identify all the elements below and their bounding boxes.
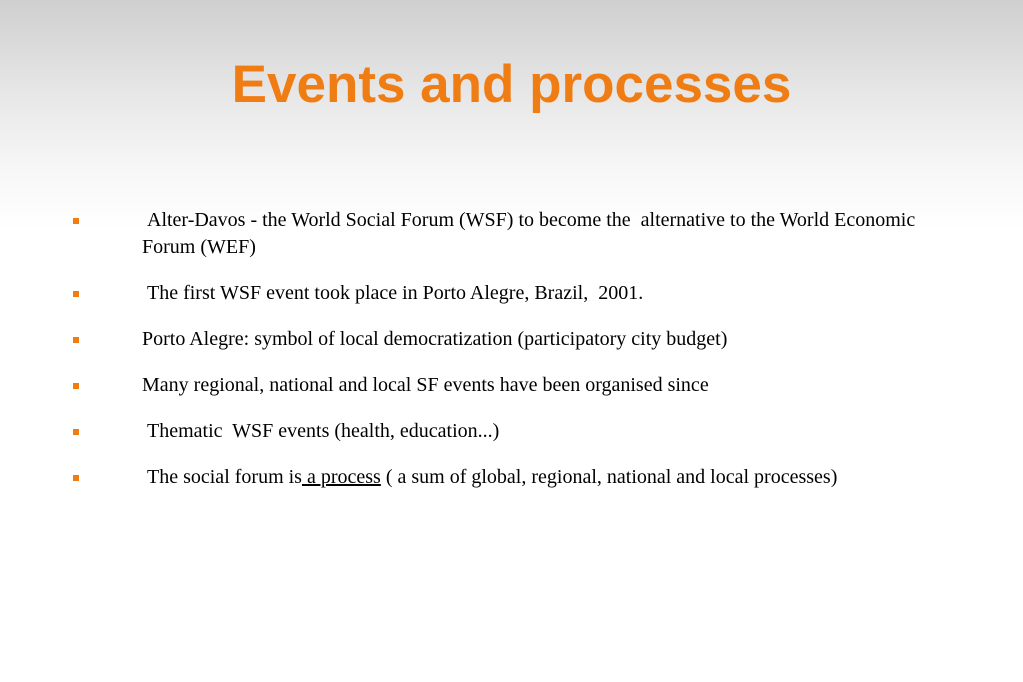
bullet-text: Alter-Davos - the World Social Forum (WSF) to become the alternative to the World Economic Forum (WEF) [142, 209, 921, 258]
bullet-text: The first WSF event took place in Porto Alegre, Brazil, 2001. [142, 282, 644, 304]
bullet-text: Porto Alegre: symbol of local democratization (participatory city budget) [142, 328, 728, 350]
bullet-text: Many regional, national and local SF events have been organised since [142, 374, 709, 396]
bullet-item [0, 418, 1023, 445]
square-bullet-icon [73, 218, 79, 224]
bullet-item [0, 280, 1023, 307]
square-bullet-icon [73, 429, 79, 435]
bullet-text [142, 466, 837, 488]
square-bullet-icon [73, 291, 79, 297]
bullet-list [0, 207, 1023, 510]
bullet-text-after: ( a sum of global, regional, national and local processes) [380, 466, 838, 488]
bullet-item [0, 207, 1023, 261]
square-bullet-icon [73, 383, 79, 389]
square-bullet-icon [73, 337, 79, 343]
bullet-item [0, 464, 1023, 491]
underlined-phrase: a process [301, 466, 381, 488]
bullet-item [0, 372, 1023, 399]
square-bullet-icon [73, 475, 79, 481]
slide-title: Events and processes [231, 55, 792, 114]
bullet-item [0, 326, 1023, 353]
bullet-text: Thematic WSF events (health, education...) [142, 420, 500, 442]
bullet-text-before: The social forum is [142, 466, 302, 488]
